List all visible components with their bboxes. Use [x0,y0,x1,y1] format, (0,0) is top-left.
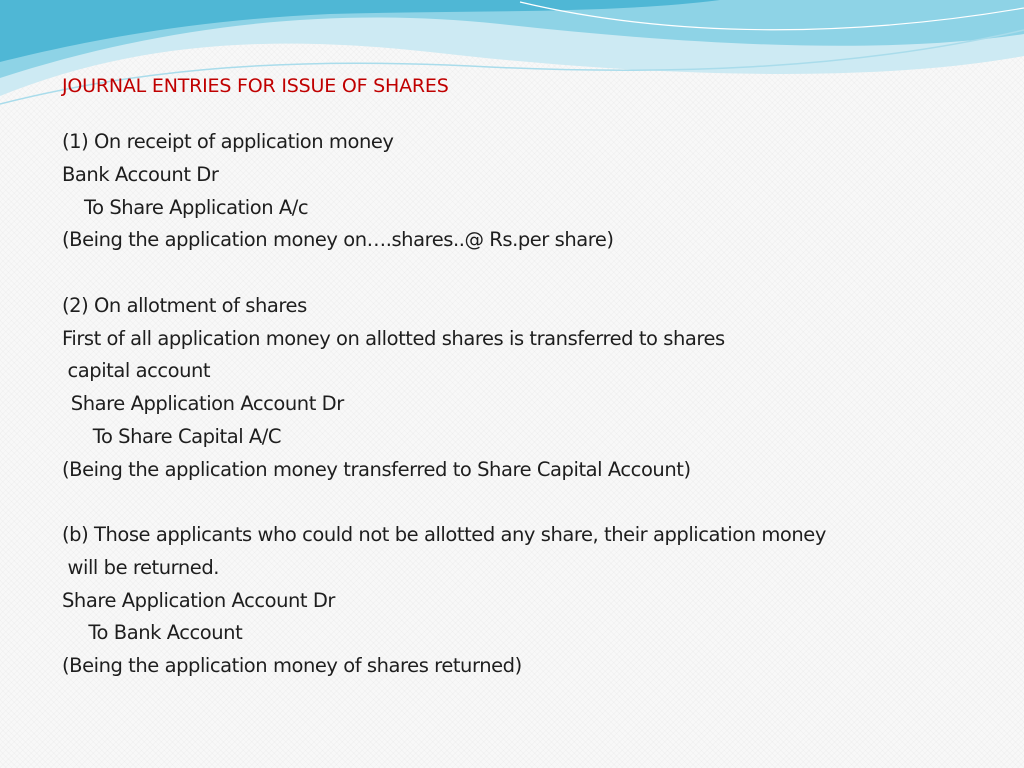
slide-title: JOURNAL ENTRIES FOR ISSUE OF SHARES [62,75,449,97]
body-line: (Being the application money of shares returned) [62,654,522,677]
body-line: will be returned. [67,555,220,579]
body-line: capital account [67,359,211,383]
body-line: (2) On allotment of shares [62,293,307,317]
body-line: Share Application Account Dr [62,588,335,612]
body-line: To Share Capital A/C [92,424,282,448]
body-line: (1) On receipt of application money [62,130,394,153]
body-line: Bank Account Dr [62,162,219,186]
body-line: To Bank Account [88,621,243,645]
body-line: Share Application Account Dr [70,392,344,415]
body-line: (b) Those applicants who could not be allotted any share, their application money [62,523,826,546]
body-line: To Share Application A/c [84,195,309,219]
body-line: (Being the application money on….shares..@ Rs.per share) [62,228,614,252]
body-line: (Being the application money transferred to Share Capital Account) [62,457,691,481]
slide-body [62,0,1012,768]
body-line: First of all application money on allotted shares is transferred to shares [62,326,725,350]
